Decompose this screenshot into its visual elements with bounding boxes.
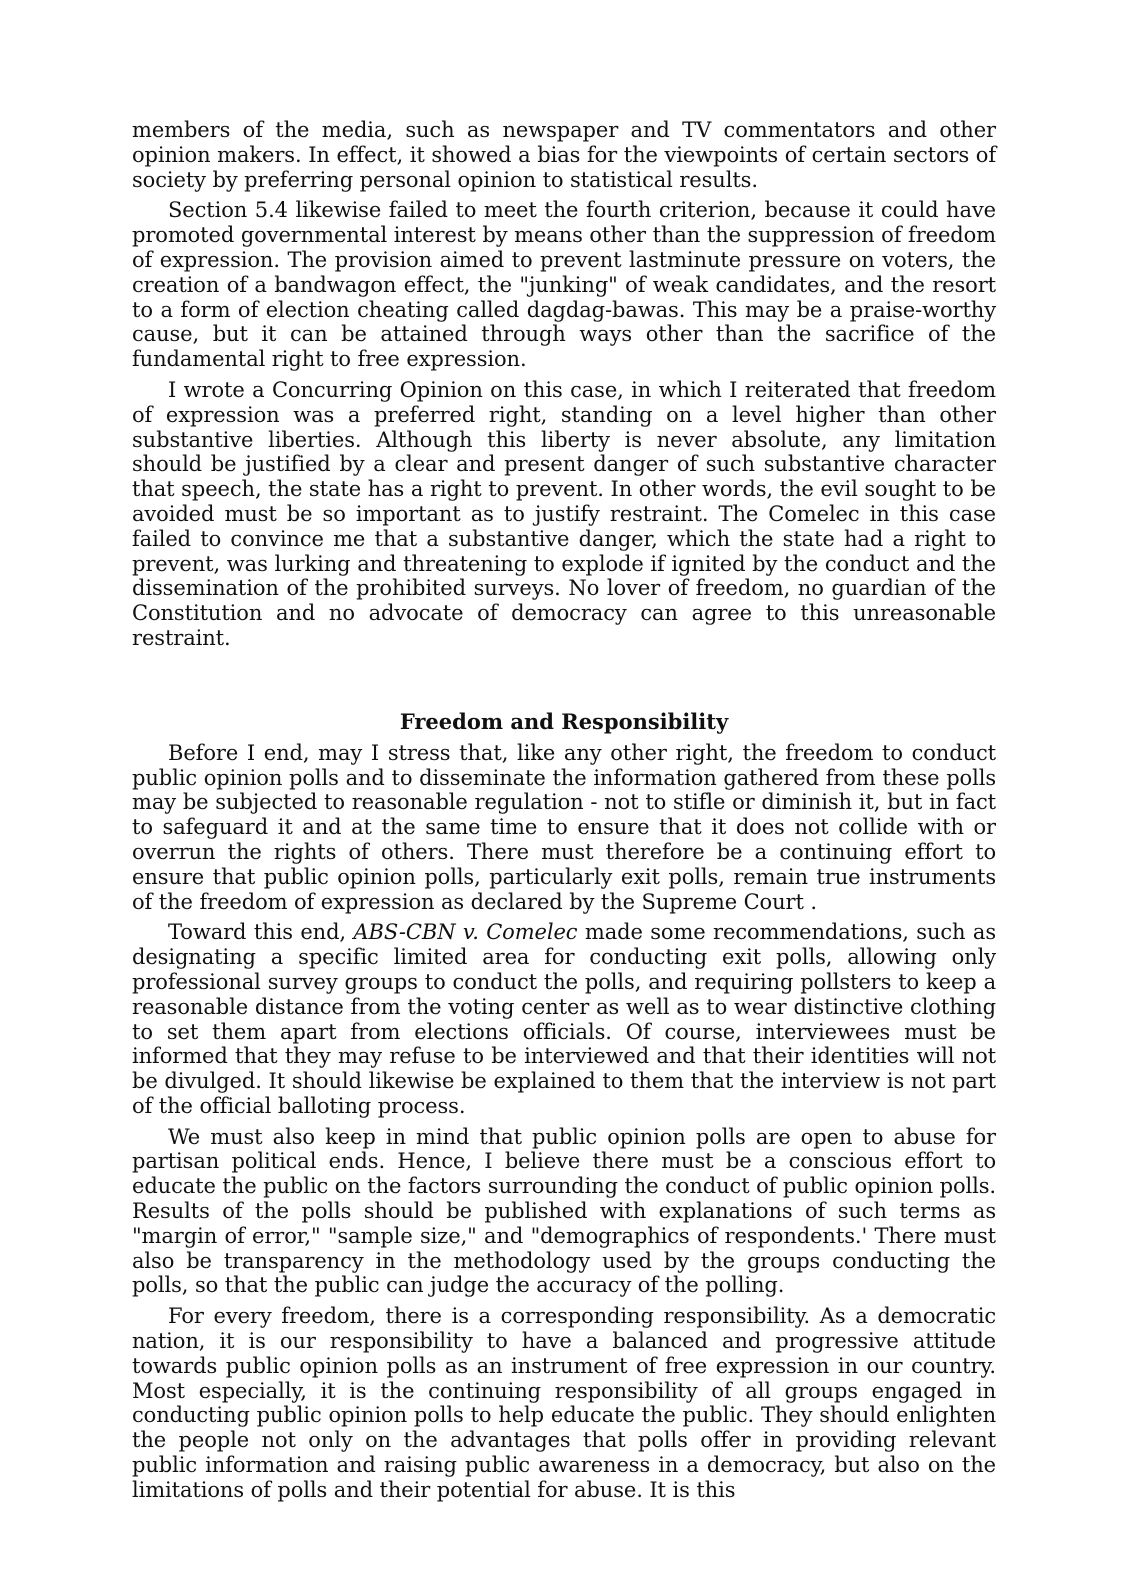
recommendations-lead: Toward this end,	[168, 920, 354, 945]
paragraph-reasonable-regulation: Before I end, may I stress that, like any other right, the freedom to conduct public opinion polls and to disseminate the information gathered from these polls may be subjected to reasonable regulation - not to stifle or diminish it, but in fact to safeguard it and at the same time to ensure that it does not collide with or overrun the rights of others. There must therefore be a continuing effort to ensure that public opinion polls, particularly exit polls, remain true instruments of the freedom of expression as declared by the Supreme Court .	[132, 740, 996, 914]
paragraph-abuse-partisan: We must also keep in mind that public opinion polls are open to abuse for partisan political ends. Hence, I believe there must be a conscious effort to educate the public on the factors surrounding the conduct of public opinion polls. Results of the polls should be published with explanations of such terms as "margin of error," "sample size," and "demographics of respondents.' There must also be transparency in the methodology used by the groups conducting the polls, so that the public can judge the accuracy of the polling.	[132, 1124, 996, 1298]
document-page	[132, 118, 996, 1503]
paragraph-media-bias: members of the media, such as newspaper and TV commentators and other opinion makers. In effect, it showed a bias for the viewpoints of certain sectors of society by preferring personal opinion to statistical results.	[132, 118, 996, 192]
paragraph-responsibility: For every freedom, there is a corresponding responsibility. As a democratic nation, it is our responsibility to have a balanced and progressive attitude towards public opinion polls as an instrument of free expression in our country. Most especially, it is the continuing responsibility of all groups engaged in conducting public opinion polls to help educate the public. They should enlighten the people not only on the advantages that polls offer in providing relevant public information and raising public awareness in a democracy, but also on the limitations of polls and their potential for abuse. It is this	[132, 1304, 996, 1502]
paragraph-recommendations	[132, 920, 996, 1118]
section-spacer	[132, 651, 996, 709]
paragraph-section-5-4: Section 5.4 likewise failed to meet the fourth criterion, because it could have promoted governmental interest by means other than the suppression of freedom of expression. The provision aimed to prevent lastminute pressure on voters, the creation of a bandwagon effect, the "junking" of weak candidates, and the resort to a form of election cheating called dagdag-bawas. This may be a praise-worthy cause, but it can be attained through ways other than the sacrifice of the fundamental right to free expression.	[132, 198, 996, 372]
recommendations-rest: made some recommendations, such as designating a specific limited area for conducting exit polls, allowing only professional survey groups to conduct the polls, and requiring pollsters to keep a reasonable distance from the voting center as well as to wear distinctive clothing to set them apart from elections officials. Of course, interviewees must be informed that they may refuse to be interviewed and that their identities will not be divulged. It should likewise be explained to them that the interview is not part of the official balloting process.	[132, 920, 997, 1118]
section-heading: Freedom and Responsibility	[399, 708, 729, 734]
paragraph-concurring-opinion: I wrote a Concurring Opinion on this case, in which I reiterated that freedom of expression was a preferred right, standing on a level higher than other substantive liberties. Although this liberty is never absolute, any limitation should be justified by a clear and present danger of such substantive character that speech, the state has a right to prevent. In other words, the evil sought to be avoided must be so important as to justify restraint. The Comelec in this case failed to convince me that a substantive danger, which the state had a right to prevent, was lurking and threatening to explode if ignited by the conduct and the dissemination of the prohibited surveys. No lover of freedom, no guardian of the Constitution and no advocate of democracy can agree to this unreasonable restraint.	[132, 377, 996, 650]
case-name: ABS-CBN v. Comelec	[353, 920, 578, 945]
